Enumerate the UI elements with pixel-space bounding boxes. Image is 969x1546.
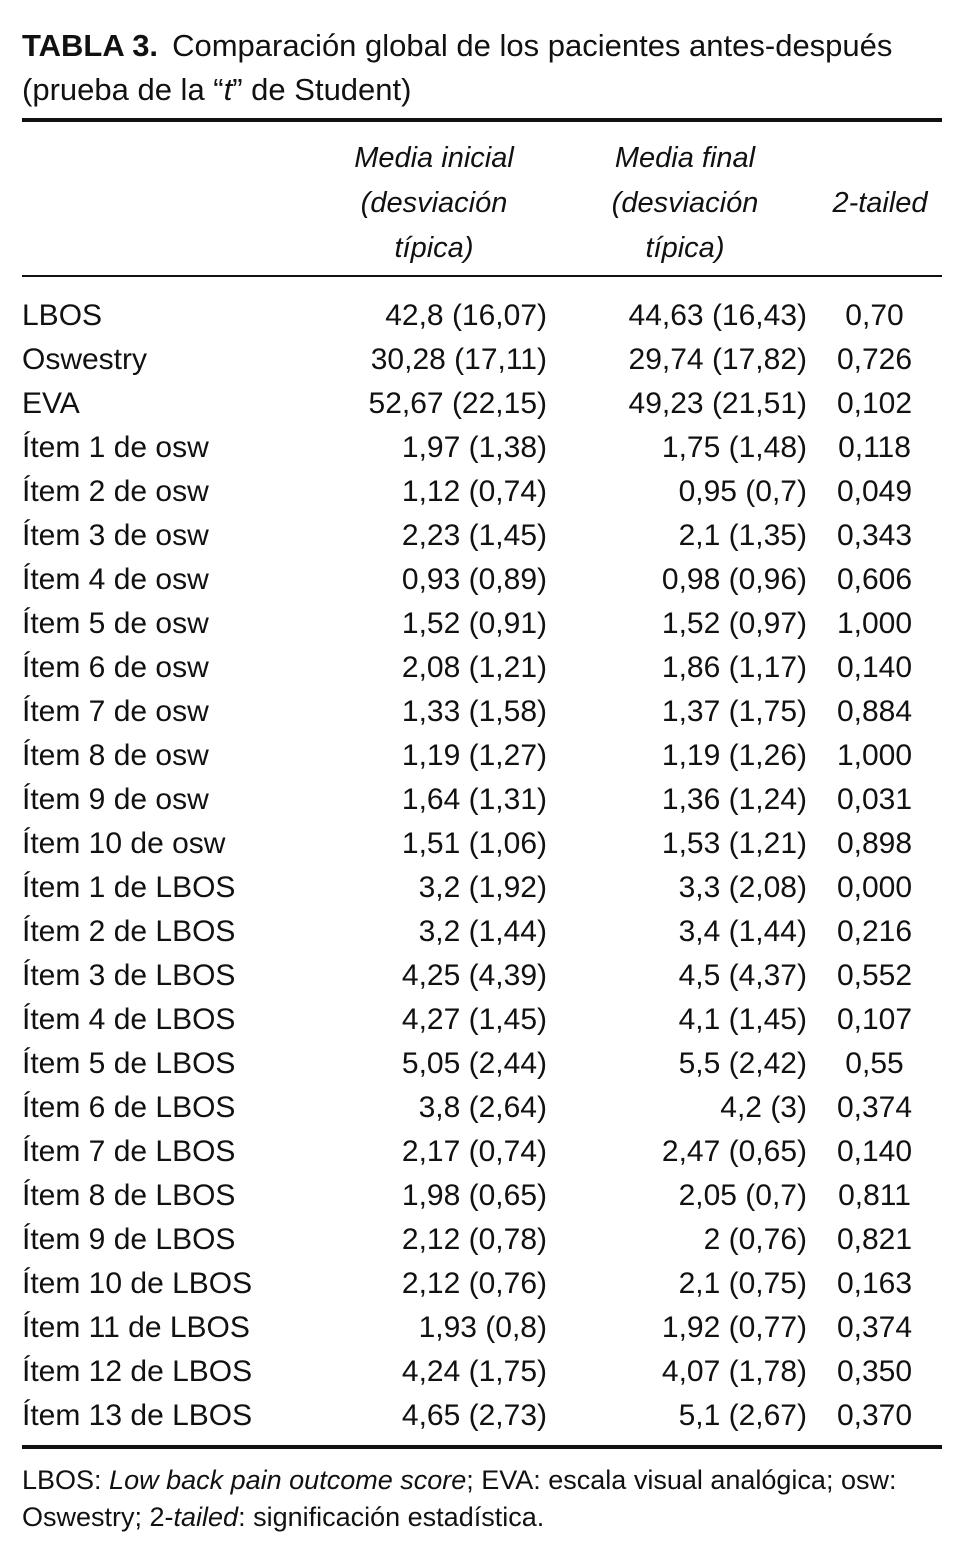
row-label: Ítem 8 de osw	[22, 739, 209, 772]
bottom-rule	[22, 1445, 942, 1449]
table-row	[22, 1306, 942, 1350]
initial-mean-cell: 42,8 (16,07)	[385, 299, 547, 332]
footnote-part-c: ; EVA: escala visual analógica; osw: Oswestry; 2-	[22, 1465, 897, 1532]
row-label: LBOS	[22, 299, 103, 332]
initial-mean-cell: 1,51 (1,06)	[401, 827, 547, 860]
table-row	[22, 1218, 942, 1262]
initial-mean-cell: 4,24 (1,75)	[401, 1355, 547, 1388]
table-row	[22, 954, 942, 998]
table-row	[22, 778, 942, 822]
initial-mean-cell: 3,2 (1,44)	[418, 915, 547, 948]
initial-mean-cell: 1,12 (0,74)	[401, 475, 547, 508]
results-table-body	[22, 294, 942, 1438]
p-value-cell: 0,55	[845, 1047, 904, 1080]
p-value-cell: 0,370	[836, 1399, 913, 1432]
table-row	[22, 822, 942, 866]
table-row	[22, 646, 942, 690]
header-initial-mean	[330, 136, 538, 271]
p-value-cell: 0,350	[836, 1355, 913, 1388]
initial-mean-cell: 5,05 (2,44)	[401, 1047, 547, 1080]
header-rule	[22, 275, 942, 277]
row-label: Ítem 12 de LBOS	[22, 1355, 253, 1388]
p-value-cell: 0,884	[836, 695, 913, 728]
row-label: Ítem 10 de LBOS	[22, 1267, 253, 1300]
final-mean-cell: 44,63 (16,43)	[628, 299, 807, 332]
final-mean-cell: 0,98 (0,96)	[661, 563, 807, 596]
row-label: Ítem 4 de LBOS	[22, 1003, 236, 1036]
initial-mean-cell: 3,8 (2,64)	[418, 1091, 547, 1124]
row-label: Ítem 4 de osw	[22, 563, 209, 596]
initial-mean-cell: 1,33 (1,58)	[401, 695, 547, 728]
row-label: Ítem 3 de osw	[22, 519, 209, 552]
p-value-cell: 0,000	[836, 871, 913, 904]
footnote-lbos-italic: Low back pain outcome score	[109, 1465, 467, 1495]
final-mean-cell: 4,2 (3)	[720, 1091, 807, 1124]
initial-mean-cell: 4,65 (2,73)	[401, 1399, 547, 1432]
final-mean-cell: 1,75 (1,48)	[661, 431, 807, 464]
final-mean-cell: 1,53 (1,21)	[661, 827, 807, 860]
final-mean-cell: 2,05 (0,7)	[678, 1179, 807, 1212]
initial-mean-cell: 2,17 (0,74)	[401, 1135, 547, 1168]
header-initial-line3: típica)	[394, 232, 474, 264]
p-value-cell: 0,118	[838, 431, 911, 464]
row-label: EVA	[22, 387, 80, 420]
footnote-part-a: LBOS:	[22, 1465, 110, 1495]
table-row	[22, 690, 942, 734]
p-value-cell: 0,374	[836, 1311, 913, 1344]
table-footnote	[22, 1462, 952, 1536]
top-rule	[22, 118, 942, 122]
table-row	[22, 1130, 942, 1174]
row-label: Ítem 1 de osw	[22, 431, 209, 464]
caption-text-1: Comparación global de los pacientes antes-después (prueba de la “	[22, 28, 893, 107]
p-value-cell: 0,216	[836, 915, 913, 948]
row-label: Ítem 6 de LBOS	[22, 1091, 236, 1124]
initial-mean-cell: 2,12 (0,76)	[401, 1267, 547, 1300]
row-label: Ítem 9 de osw	[22, 783, 209, 816]
table-row	[22, 1394, 942, 1438]
final-mean-cell: 2,47 (0,65)	[661, 1135, 807, 1168]
header-2-tailed: 2-tailed	[832, 187, 928, 219]
p-value-cell: 0,726	[836, 343, 913, 376]
table-row	[22, 338, 942, 382]
p-value-cell: 0,898	[836, 827, 913, 860]
header-initial-line2: (desviación	[360, 187, 508, 219]
p-value-cell: 0,343	[836, 519, 913, 552]
p-value-cell: 1,000	[836, 607, 913, 640]
p-value-cell: 0,140	[836, 1135, 913, 1168]
initial-mean-cell: 1,98 (0,65)	[401, 1179, 547, 1212]
final-mean-cell: 2,1 (1,35)	[678, 519, 807, 552]
initial-mean-cell: 4,25 (4,39)	[401, 959, 547, 992]
row-label: Ítem 8 de LBOS	[22, 1179, 236, 1212]
header-final-line2: (desviación	[611, 187, 759, 219]
table-row	[22, 1350, 942, 1394]
table-row	[22, 734, 942, 778]
row-label: Ítem 2 de osw	[22, 475, 209, 508]
table-row	[22, 866, 942, 910]
final-mean-cell: 5,5 (2,42)	[678, 1047, 807, 1080]
table-row	[22, 1262, 942, 1306]
results-table	[22, 294, 942, 1438]
initial-mean-cell: 1,52 (0,91)	[401, 607, 547, 640]
final-mean-cell: 1,52 (0,97)	[661, 607, 807, 640]
table-row	[22, 426, 942, 470]
table-row	[22, 910, 942, 954]
table-row	[22, 382, 942, 426]
row-label: Ítem 10 de osw	[22, 827, 226, 860]
final-mean-cell: 2 (0,76)	[703, 1223, 807, 1256]
table-row	[22, 558, 942, 602]
p-value-cell: 0,70	[845, 299, 904, 332]
p-value-cell: 0,049	[836, 475, 913, 508]
initial-mean-cell: 30,28 (17,11)	[370, 343, 547, 376]
final-mean-cell: 4,5 (4,37)	[678, 959, 807, 992]
p-value-cell: 0,552	[836, 959, 913, 992]
table-row	[22, 1174, 942, 1218]
initial-mean-cell: 1,64 (1,31)	[401, 783, 547, 816]
header-final-mean	[585, 136, 785, 271]
row-label: Ítem 3 de LBOS	[22, 959, 236, 992]
table-row	[22, 514, 942, 558]
caption-text-2: ” de Student)	[232, 72, 412, 107]
initial-mean-cell: 1,19 (1,27)	[401, 739, 547, 772]
caption-t-italic: t	[223, 72, 233, 107]
p-value-cell: 0,140	[836, 651, 913, 684]
initial-mean-cell: 2,23 (1,45)	[401, 519, 547, 552]
initial-mean-cell: 2,12 (0,78)	[401, 1223, 547, 1256]
table-row	[22, 998, 942, 1042]
initial-mean-cell: 1,97 (1,38)	[401, 431, 547, 464]
final-mean-cell: 3,3 (2,08)	[678, 871, 807, 904]
initial-mean-cell: 3,2 (1,92)	[418, 871, 547, 904]
row-label: Ítem 1 de LBOS	[22, 871, 236, 904]
header-final-line3: típica)	[645, 232, 725, 264]
table-row	[22, 470, 942, 514]
final-mean-cell: 49,23 (21,51)	[628, 387, 807, 420]
final-mean-cell: 5,1 (2,67)	[678, 1399, 807, 1432]
table-row	[22, 1042, 942, 1086]
p-value-cell: 1,000	[836, 739, 913, 772]
footnote-tailed-italic: tailed	[173, 1502, 239, 1532]
table-row	[22, 294, 942, 338]
final-mean-cell: 1,92 (0,77)	[661, 1311, 807, 1344]
table-row	[22, 1086, 942, 1130]
p-value-cell: 0,107	[836, 1003, 913, 1036]
p-value-cell: 0,821	[836, 1223, 913, 1256]
final-mean-cell: 0,95 (0,7)	[678, 475, 807, 508]
final-mean-cell: 3,4 (1,44)	[678, 915, 807, 948]
table-caption	[22, 24, 952, 112]
row-label: Ítem 9 de LBOS	[22, 1223, 236, 1256]
row-label: Ítem 13 de LBOS	[22, 1399, 253, 1432]
row-label: Ítem 6 de osw	[22, 651, 209, 684]
row-label: Ítem 11 de LBOS	[22, 1311, 250, 1344]
p-value-cell: 0,374	[836, 1091, 913, 1124]
final-mean-cell: 29,74 (17,82)	[628, 343, 807, 376]
final-mean-cell: 1,36 (1,24)	[661, 783, 807, 816]
initial-mean-cell: 4,27 (1,45)	[401, 1003, 547, 1036]
initial-mean-cell: 1,93 (0,8)	[418, 1311, 547, 1344]
final-mean-cell: 1,19 (1,26)	[661, 739, 807, 772]
header-initial-line1: Media inicial	[354, 142, 514, 174]
p-value-cell: 0,811	[838, 1179, 911, 1212]
table-row	[22, 602, 942, 646]
final-mean-cell: 1,86 (1,17)	[661, 651, 807, 684]
initial-mean-cell: 2,08 (1,21)	[401, 651, 547, 684]
row-label: Ítem 7 de LBOS	[22, 1135, 236, 1168]
p-value-cell: 0,102	[836, 387, 913, 420]
row-label: Ítem 7 de osw	[22, 695, 209, 728]
p-value-cell: 0,031	[836, 783, 913, 816]
final-mean-cell: 1,37 (1,75)	[661, 695, 807, 728]
p-value-cell: 0,606	[836, 563, 913, 596]
header-final-line1: Media final	[614, 142, 756, 174]
initial-mean-cell: 52,67 (22,15)	[368, 387, 547, 420]
row-label: Ítem 5 de LBOS	[22, 1047, 236, 1080]
final-mean-cell: 4,1 (1,45)	[678, 1003, 807, 1036]
p-value-cell: 0,163	[836, 1267, 913, 1300]
table-number: TABLA 3.	[22, 28, 159, 63]
final-mean-cell: 4,07 (1,78)	[661, 1355, 807, 1388]
final-mean-cell: 2,1 (0,75)	[678, 1267, 807, 1300]
row-label: Oswestry	[22, 343, 148, 376]
row-label: Ítem 5 de osw	[22, 607, 209, 640]
row-label: Ítem 2 de LBOS	[22, 915, 236, 948]
initial-mean-cell: 0,93 (0,89)	[401, 563, 547, 596]
footnote-part-e: : significación estadística.	[238, 1502, 545, 1532]
